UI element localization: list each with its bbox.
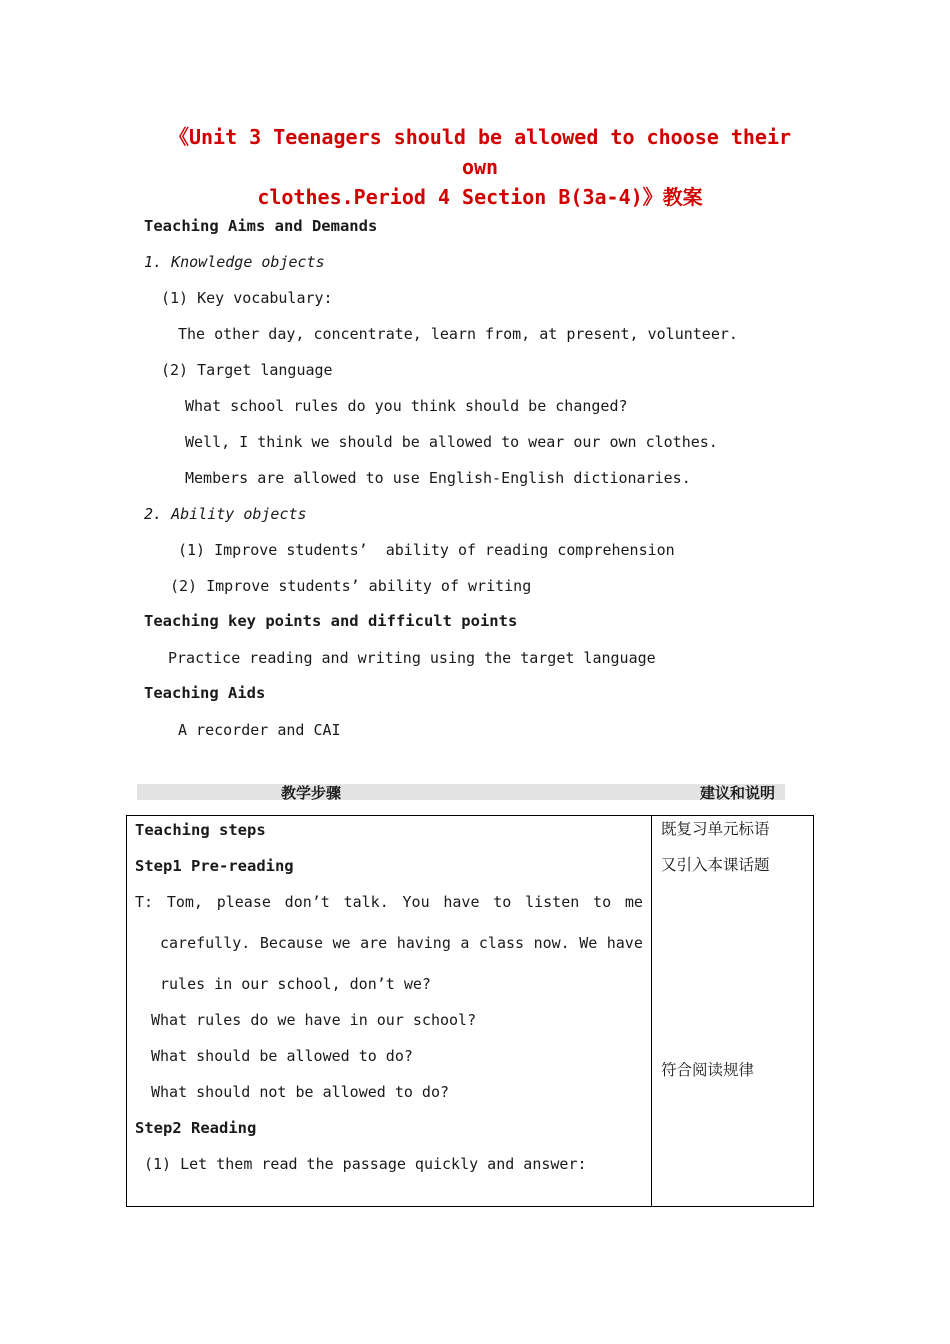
aims-heading: Teaching Aims and Demands	[144, 217, 378, 235]
word: listen	[525, 893, 580, 911]
teacher-line-2	[160, 933, 643, 953]
word: a	[460, 934, 470, 952]
vocab-label: (1) Key vocabulary:	[161, 289, 333, 307]
col-header-notes: 建议和说明	[700, 784, 776, 802]
document-title	[150, 122, 810, 212]
word: don’t	[284, 893, 330, 911]
teacher-line-3: rules in our school, don’t we?	[160, 975, 431, 993]
word: have	[443, 893, 480, 911]
question-3: What should not be allowed to do?	[151, 1083, 450, 1101]
aids-text: A recorder and CAI	[178, 721, 341, 739]
key-points-heading: Teaching key points and difficult points	[144, 612, 518, 630]
step1-heading: Step1 Pre-reading	[135, 857, 294, 875]
word: please	[216, 893, 271, 911]
step2-heading: Step2 Reading	[135, 1119, 257, 1137]
word: now.	[533, 934, 570, 952]
word: have	[606, 934, 643, 952]
word: We	[579, 934, 598, 952]
word: You	[402, 893, 430, 911]
word: are	[360, 934, 388, 952]
target-sentence-1: What school rules do you think should be changed?	[185, 397, 628, 415]
table-column-divider	[651, 815, 652, 1207]
teacher-line-1	[135, 892, 643, 912]
note-1-line-1: 既复习单元标语	[661, 820, 770, 838]
ability-heading: 2. Ability objects	[144, 505, 307, 523]
ability-item-2: (2) Improve students’ ability of writing	[170, 577, 532, 595]
target-label: (2) Target language	[161, 361, 333, 379]
ability-item-1: (1) Improve students’ ability of reading comprehension	[178, 541, 675, 559]
word: talk.	[343, 893, 389, 911]
step2-item-1: (1) Let them read the passage quickly and answer:	[144, 1155, 587, 1173]
title-line-2: clothes.Period 4 Section B(3a-4)》教案	[257, 185, 703, 209]
aids-heading: Teaching Aids	[144, 684, 266, 702]
word: T:	[135, 893, 154, 911]
key-points-text: Practice reading and writing using the target language	[168, 649, 656, 667]
word: to	[493, 893, 512, 911]
col-header-steps: 教学步骤	[281, 784, 342, 802]
target-sentence-2: Well, I think we should be allowed to wear our own clothes.	[185, 433, 718, 451]
word: class	[478, 934, 525, 952]
word: we	[332, 934, 351, 952]
question-1: What rules do we have in our school?	[151, 1011, 477, 1029]
teaching-steps-label: Teaching steps	[135, 821, 266, 839]
word: having	[396, 934, 451, 952]
word: to	[593, 893, 612, 911]
note-2: 符合阅读规律	[661, 1061, 755, 1079]
word: me	[624, 893, 643, 911]
vocab-words: The other day, concentrate, learn from, at present, volunteer.	[178, 325, 738, 343]
word: carefully.	[160, 934, 251, 952]
table-header-bar	[137, 784, 785, 800]
word: Tom,	[166, 893, 203, 911]
title-line-1: 《Unit 3 Teenagers should be allowed to choose their own	[168, 125, 792, 179]
note-1-line-2: 又引入本课话题	[661, 856, 770, 874]
knowledge-heading: 1. Knowledge objects	[144, 253, 325, 271]
target-sentence-3: Members are allowed to use English-English dictionaries.	[185, 469, 691, 487]
question-2: What should be allowed to do?	[151, 1047, 413, 1065]
word: Because	[259, 934, 324, 952]
